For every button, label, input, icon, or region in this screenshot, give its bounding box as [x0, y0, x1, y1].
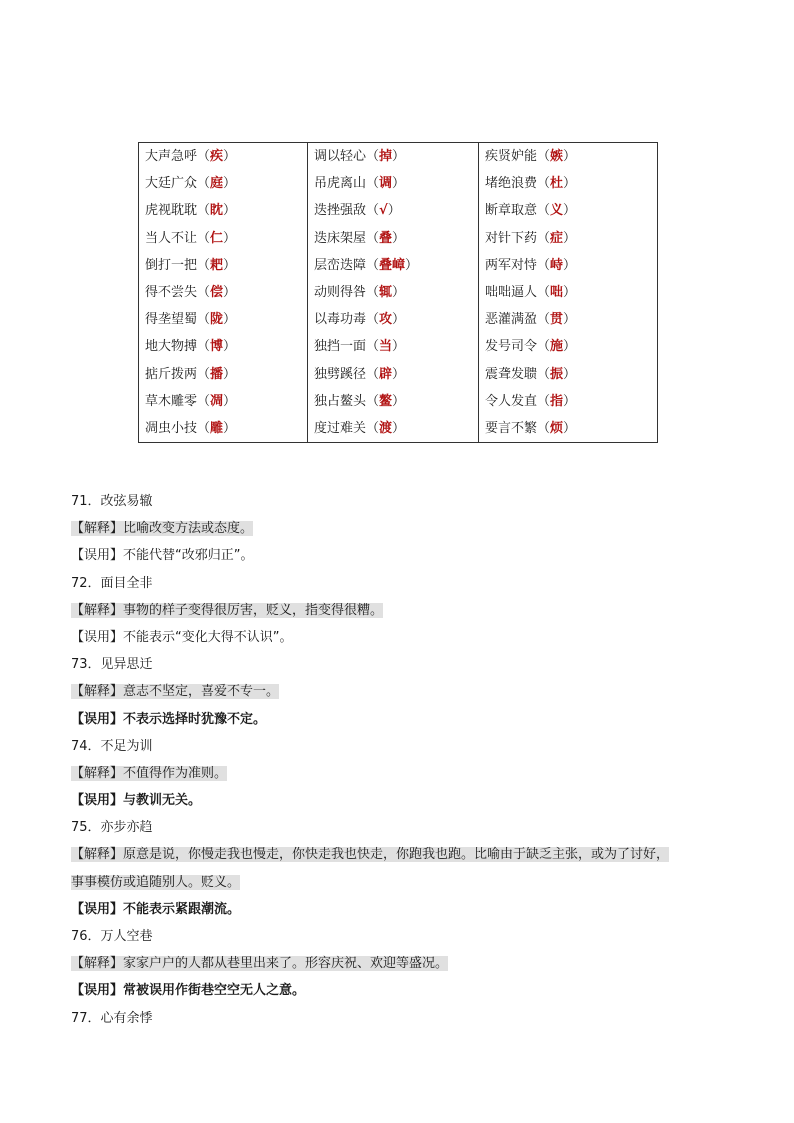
explain-text: 比喻改变方法或态度。: [123, 521, 254, 537]
close-paren: ）: [223, 393, 237, 409]
explain-line: [71, 515, 731, 542]
open-paren: （: [537, 149, 551, 164]
idiom-text: 独占鳌头: [314, 393, 367, 409]
table-cell: [308, 170, 478, 197]
close-paren: ）: [223, 420, 237, 436]
idiom-text: 吊虎离山: [314, 176, 367, 192]
correct-character: 杜: [550, 176, 564, 192]
idiom-text: 疾贤妒能: [485, 149, 538, 164]
close-paren: ）: [563, 257, 577, 273]
open-paren: （: [537, 339, 551, 355]
open-paren: （: [197, 176, 211, 192]
correct-character: 峙: [550, 257, 564, 273]
correct-character: 辄: [379, 284, 393, 300]
correct-character: 症: [550, 230, 564, 246]
table-cell: [479, 143, 657, 170]
close-paren: ）: [392, 312, 406, 328]
close-paren: ）: [223, 366, 237, 382]
misuse-text: 常被误用作街巷空空无人之意。: [123, 983, 306, 999]
entry-title-text: 77．心有余悸: [71, 1010, 153, 1026]
correct-character: 叠嶂: [379, 257, 406, 273]
correct-character: 辟: [379, 366, 393, 382]
misuse-text: 不能表示“变化大得不认识”。: [123, 629, 293, 645]
idiom-text: 对针下药: [485, 230, 538, 246]
table-cell: [479, 225, 657, 252]
open-paren: （: [537, 257, 551, 273]
table-cell: [308, 197, 478, 224]
open-paren: （: [197, 149, 211, 164]
misuse-text: 与教训无关。: [123, 793, 202, 809]
idiom-text: 虎视耽耽: [145, 203, 198, 219]
close-paren: ）: [563, 366, 577, 382]
table-cell: [308, 306, 478, 333]
misuse-line: [71, 624, 731, 651]
idiom-text: 凋虫小技: [145, 420, 198, 436]
idiom-entries: [71, 488, 731, 1032]
open-paren: （: [366, 176, 380, 192]
table-column-3: [479, 143, 658, 443]
table-cell: [308, 225, 478, 252]
entry-title-text: 72．面目全非: [71, 575, 153, 591]
explain-label: 【解释】: [71, 956, 124, 972]
close-paren: ）: [392, 393, 406, 409]
open-paren: （: [366, 339, 380, 355]
entry-title-text: 75．亦步亦趋: [71, 820, 153, 836]
idiom-text: 动则得咎: [314, 284, 367, 300]
idiom-text: 草木雕零: [145, 393, 198, 409]
correct-character: 攻: [379, 312, 393, 328]
table-cell: [308, 252, 478, 279]
explain-text-continued: 事事模仿或追随别人。贬义。: [71, 874, 241, 890]
open-paren: （: [366, 203, 380, 219]
table-cell: [139, 279, 307, 306]
explain-line-continued: [71, 869, 731, 896]
open-paren: （: [366, 257, 380, 273]
explain-line: [71, 678, 731, 705]
explain-text: 事物的样子变得很厉害，贬义，指变得很糟。: [123, 602, 384, 618]
misuse-line: [71, 542, 731, 569]
correct-character: 当: [379, 339, 393, 355]
close-paren: ）: [563, 339, 577, 355]
correct-character: √: [379, 203, 388, 219]
close-paren: ）: [387, 203, 401, 219]
close-paren: ）: [223, 257, 237, 273]
correct-character: 调: [379, 176, 393, 192]
table-cell: [139, 225, 307, 252]
table-cell: [479, 333, 657, 360]
correct-character: 烦: [550, 420, 564, 436]
misuse-label: 【误用】: [71, 793, 124, 809]
table-cell: [308, 415, 478, 442]
explain-text: 不值得作为准则。: [123, 765, 228, 781]
close-paren: ）: [223, 176, 237, 192]
misuse-line: [71, 706, 731, 733]
open-paren: （: [537, 312, 551, 328]
open-paren: （: [366, 230, 380, 246]
close-paren: ）: [392, 230, 406, 246]
correct-character: 偿: [210, 284, 224, 300]
close-paren: ）: [392, 420, 406, 436]
idiom-text: 要言不繁: [485, 420, 538, 436]
idiom-text: 迭挫强敌: [314, 203, 367, 219]
close-paren: ）: [223, 149, 237, 164]
table-cell: [479, 415, 657, 442]
table-cell: [479, 388, 657, 415]
close-paren: ）: [223, 312, 237, 328]
correct-character: 嫉: [550, 149, 564, 164]
close-paren: ）: [563, 312, 577, 328]
table-cell: [479, 279, 657, 306]
close-paren: ）: [223, 284, 237, 300]
entry-title: [71, 651, 731, 678]
idiom-text: 独劈蹊径: [314, 366, 367, 382]
table-cell: [308, 279, 478, 306]
table-cell: [479, 197, 657, 224]
misuse-label: 【误用】: [71, 629, 124, 645]
open-paren: （: [537, 366, 551, 382]
correct-character: 博: [210, 339, 224, 355]
table-cell: [479, 170, 657, 197]
idiom-text: 掂斤拨两: [145, 366, 198, 382]
table-cell: [308, 143, 478, 170]
open-paren: （: [197, 366, 211, 382]
table-column-2: [308, 143, 479, 443]
open-paren: （: [366, 366, 380, 382]
close-paren: ）: [392, 284, 406, 300]
misuse-label: 【误用】: [71, 901, 124, 917]
close-paren: ）: [392, 339, 406, 355]
close-paren: ）: [392, 366, 406, 382]
entry-title-text: 71．改弦易辙: [71, 494, 153, 509]
close-paren: ）: [223, 203, 237, 219]
close-paren: ）: [392, 176, 406, 192]
open-paren: （: [197, 284, 211, 300]
explain-label: 【解释】: [71, 521, 124, 537]
close-paren: ）: [563, 149, 577, 164]
close-paren: ）: [563, 203, 577, 219]
explain-line: [71, 597, 731, 624]
open-paren: （: [537, 203, 551, 219]
idiom-text: 层峦迭障: [314, 257, 367, 273]
close-paren: ）: [405, 257, 419, 273]
idiom-text: 震聋发聩: [485, 366, 538, 382]
explain-text: 家家户户的人都从巷里出来了。形容庆祝、欢迎等盛况。: [123, 956, 449, 972]
table-cell: [308, 361, 478, 388]
correct-character: 义: [550, 203, 564, 219]
idiom-text: 咄咄逼人: [485, 284, 538, 300]
open-paren: （: [537, 420, 551, 436]
explain-label: 【解释】: [71, 847, 124, 863]
idiom-text: 迭床架屋: [314, 230, 367, 246]
misuse-label: 【误用】: [71, 711, 124, 727]
correct-character: 雕: [210, 420, 224, 436]
correct-character: 疾: [210, 149, 224, 164]
entry-title: [71, 733, 731, 760]
correct-character: 叠: [379, 230, 393, 246]
explain-text: 原意是说，你慢走我也慢走，你快走我也快走，你跑我也跑。比喻由于缺乏主张，或为了讨好，: [123, 847, 670, 863]
table-cell: [308, 333, 478, 360]
close-paren: ）: [563, 230, 577, 246]
correct-character: 掉: [379, 149, 393, 164]
table-column-1: [139, 143, 308, 443]
explain-line: [71, 841, 731, 868]
correct-character: 眈: [210, 203, 224, 219]
correct-character: 指: [550, 393, 564, 409]
correct-character: 播: [210, 366, 224, 382]
table-cell: [479, 252, 657, 279]
entry-title: [71, 814, 731, 841]
table-cell: [139, 252, 307, 279]
idiom-text: 大廷广众: [145, 176, 198, 192]
correct-character: 渡: [379, 420, 393, 436]
table-cell: [479, 306, 657, 333]
idiom-text: 以毒功毒: [314, 312, 367, 328]
idiom-text: 发号司令: [485, 339, 538, 355]
correct-character: 咄: [550, 284, 564, 300]
correct-character: 贯: [550, 312, 564, 328]
table-cell: [139, 333, 307, 360]
open-paren: （: [366, 393, 380, 409]
open-paren: （: [366, 420, 380, 436]
table-cell: [139, 361, 307, 388]
correct-character: 耙: [210, 257, 224, 273]
idiom-text: 得不尝失: [145, 284, 198, 300]
idiom-text: 当人不让: [145, 230, 198, 246]
idiom-text: 调以轻心: [314, 149, 367, 164]
entry-title: [71, 1005, 731, 1032]
idiom-correction-table: [138, 142, 658, 443]
explain-label: 【解释】: [71, 602, 124, 618]
correct-character: 鳌: [379, 393, 393, 409]
open-paren: （: [366, 312, 380, 328]
open-paren: （: [197, 339, 211, 355]
entry-title-text: 74．不足为训: [71, 738, 153, 754]
table-cell: [139, 306, 307, 333]
correct-character: 陇: [210, 312, 224, 328]
idiom-text: 令人发直: [485, 393, 538, 409]
explain-line: [71, 760, 731, 787]
entry-title: [71, 570, 731, 597]
table-cell: [139, 415, 307, 442]
close-paren: ）: [563, 284, 577, 300]
misuse-text: 不能表示紧跟潮流。: [123, 901, 241, 917]
entry-title-text: 76．万人空巷: [71, 929, 153, 944]
close-paren: ）: [392, 149, 406, 164]
entry-title: [71, 923, 731, 950]
correct-character: 凋: [210, 393, 224, 409]
open-paren: （: [366, 149, 380, 164]
close-paren: ）: [563, 420, 577, 436]
table-cell: [139, 170, 307, 197]
idiom-text: 地大物搏: [145, 339, 198, 355]
misuse-label: 【误用】: [71, 548, 124, 564]
open-paren: （: [197, 420, 211, 436]
table-cell: [139, 388, 307, 415]
explain-label: 【解释】: [71, 684, 124, 700]
open-paren: （: [537, 393, 551, 409]
idiom-text: 独挡一面: [314, 339, 367, 355]
table-cell: [479, 361, 657, 388]
explain-text: 意志不坚定，喜爱不专一。: [123, 684, 280, 700]
correct-character: 振: [550, 366, 564, 382]
close-paren: ）: [563, 176, 577, 192]
misuse-label: 【误用】: [71, 983, 124, 999]
table-cell: [308, 388, 478, 415]
explain-label: 【解释】: [71, 765, 124, 781]
misuse-text: 不能代替“改邪归正”。: [123, 548, 254, 564]
misuse-text: 不表示选择时犹豫不定。: [123, 711, 267, 727]
open-paren: （: [197, 393, 211, 409]
idiom-text: 断章取意: [485, 203, 538, 219]
open-paren: （: [537, 284, 551, 300]
close-paren: ）: [223, 339, 237, 355]
close-paren: ）: [563, 393, 577, 409]
idiom-text: 倒打一把: [145, 257, 198, 273]
open-paren: （: [197, 312, 211, 328]
explain-line: [71, 950, 731, 977]
correct-character: 仁: [210, 230, 224, 246]
open-paren: （: [197, 203, 211, 219]
idiom-text: 大声急呼: [145, 149, 198, 164]
misuse-line: [71, 896, 731, 923]
open-paren: （: [537, 176, 551, 192]
open-paren: （: [537, 230, 551, 246]
table-cell: [139, 197, 307, 224]
open-paren: （: [366, 284, 380, 300]
entry-title: [71, 488, 731, 515]
misuse-line: [71, 787, 731, 814]
correct-character: 施: [550, 339, 564, 355]
close-paren: ）: [223, 230, 237, 246]
open-paren: （: [197, 230, 211, 246]
idiom-text: 恶灌满盈: [485, 312, 538, 328]
table-cell: [139, 143, 307, 170]
entry-title-text: 73．见异思迁: [71, 657, 153, 673]
idiom-text: 堵绝浪费: [485, 176, 538, 192]
open-paren: （: [197, 257, 211, 273]
idiom-text: 两军对恃: [485, 257, 538, 273]
idiom-text: 得垄望蜀: [145, 312, 198, 328]
misuse-line: [71, 977, 731, 1004]
correct-character: 庭: [210, 176, 224, 192]
idiom-text: 度过难关: [314, 420, 367, 436]
